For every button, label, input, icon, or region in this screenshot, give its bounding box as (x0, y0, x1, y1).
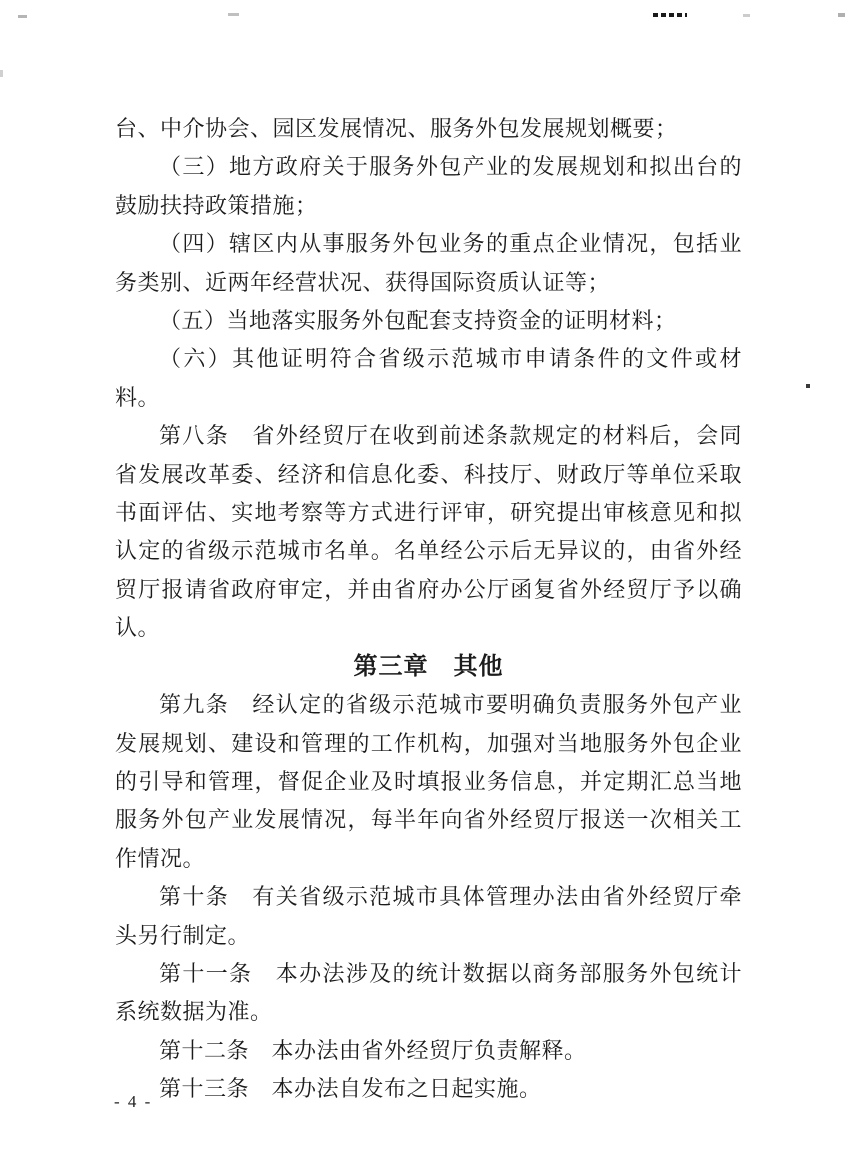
scan-artifact-speck (743, 14, 750, 17)
body-paragraph-article-13: 第十三条 本办法自发布之日起实施。 (159, 1076, 542, 1102)
body-paragraph-item-3: （三）地方政府关于服务外包产业的发展规划和拟出台的鼓励扶持政策措施； (115, 154, 742, 218)
body-paragraph-article-8: 第八条 省外经贸厅在收到前述条款规定的材料后，会同省发展改革委、经济和信息化委、科技厅、财政厅等单位采取书面评估、实地考察等方式进行评审，研究提出审核意见和拟认定的省级示范城市名单。名单经公示后无异议的，由省外经贸厅报请省政府审定，并由省府办公厅函复省外经贸厅予以确认。 (115, 423, 742, 641)
scan-artifact-speck (18, 15, 27, 18)
scan-artifact-speck (0, 70, 3, 77)
chapter-heading: 第三章 其他 (353, 653, 504, 680)
body-paragraph-item-4: （四）辖区内从事服务外包业务的重点企业情况，包括业务类别、近两年经营状况、获得国际资质认证等； (115, 231, 742, 295)
scan-artifact-speck (838, 13, 845, 17)
scan-artifact-dashes (653, 13, 687, 17)
body-paragraph-article-9: 第九条 经认定的省级示范城市要明确负责服务外包产业发展规划、建设和管理的工作机构，加强对当地服务外包企业的引导和管理，督促企业及时填报业务信息，并定期汇总当地服务外包产业发展情况，每半年向省外经贸厅报送一次相关工作情况。 (115, 692, 742, 871)
scan-artifact-speck (228, 13, 239, 16)
body-paragraph-item-5: （五）当地落实服务外包配套支持资金的证明材料； (159, 308, 677, 334)
page-number: - 4 - (114, 1092, 153, 1111)
document-body (115, 110, 742, 1109)
body-paragraph-item-6: （六）其他证明符合省级示范城市申请条件的文件或材料。 (115, 346, 742, 410)
body-paragraph-article-10: 第十条 有关省级示范城市具体管理办法由省外经贸厅牵头另行制定。 (115, 884, 742, 948)
body-paragraph-article-11: 第十一条 本办法涉及的统计数据以商务部服务外包统计系统数据为准。 (115, 960, 742, 1025)
body-paragraph-article-12: 第十二条 本办法由省外经贸厅负责解释。 (159, 1037, 587, 1063)
scan-artifact-dot (806, 384, 810, 388)
body-paragraph-continuation: 台、中介协会、园区发展情况、服务外包发展规划概要； (115, 116, 678, 141)
